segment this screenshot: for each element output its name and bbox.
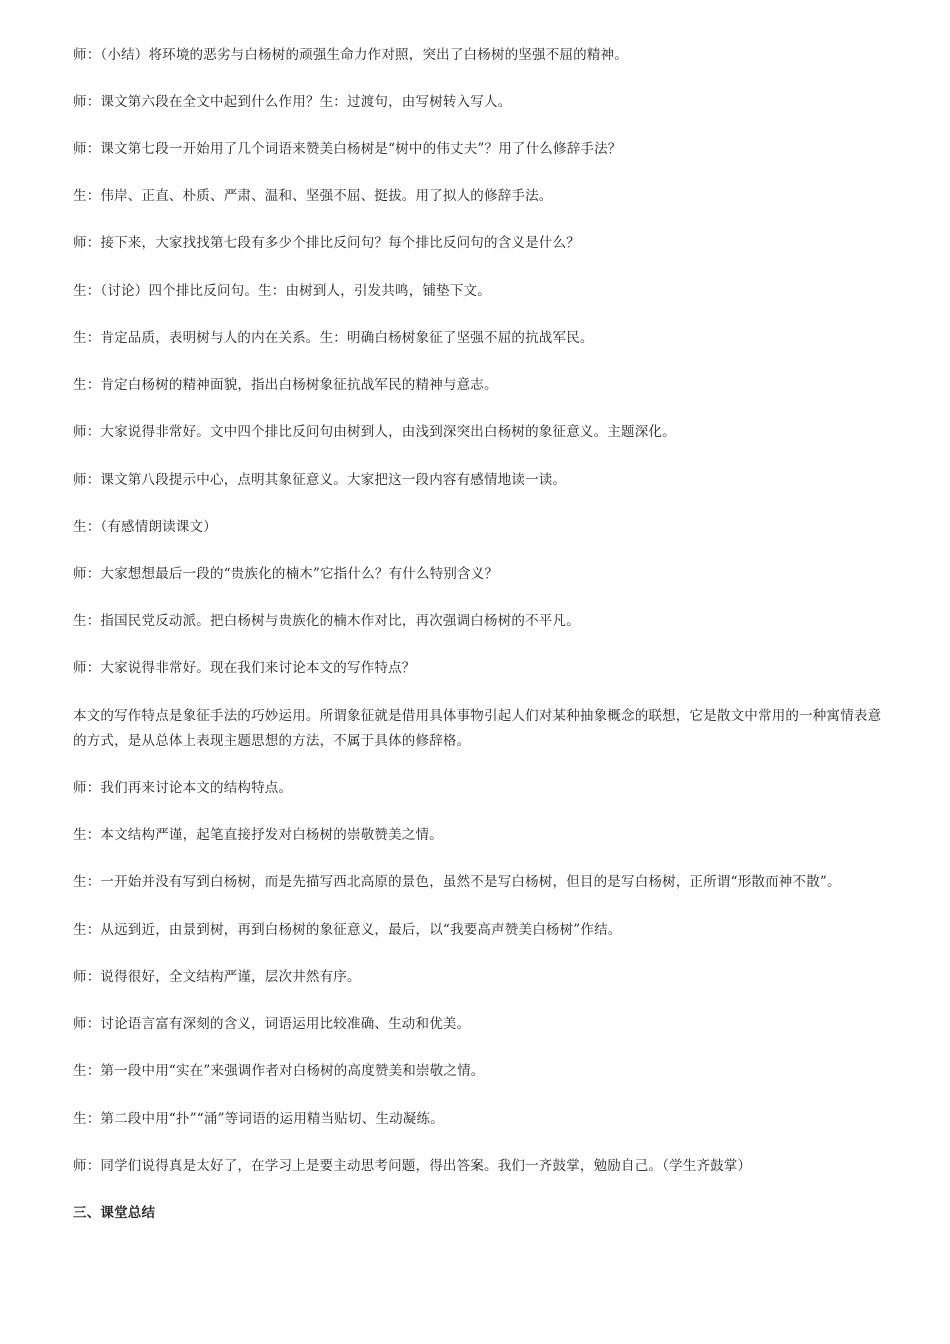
paragraph-6: 生：（讨论）四个排比反问句。生：由树到人，引发共鸣，铺垫下文。 [73,283,491,299]
paragraph-12: 师：大家想想最后一段的“贵族化的楠木”它指什么？有什么特别含义？ [73,566,499,582]
paragraph-15: 本文的写作特点是象征手法的巧妙运用。所谓象征就是借用具体事物引起人们对某种抽象概念的联想，它是散文中常用的一种寓情表意的方式，是从总体上表现主题思想的方法，不属于具体的修辞格。 [73,708,882,749]
paragraph-9: 师：大家说得非常好。文中四个排比反问句由树到人，由浅到深突出白杨树的象征意义。主题深化。 [73,424,676,440]
paragraph-24: 师：同学们说得真是太好了，在学习上是要主动思考问题，得出答案。我们一齐鼓掌，勉励自己。（学生齐鼓掌） [73,1158,752,1174]
paragraph-14: 师：大家说得非常好。现在我们来讨论本文的写作特点？ [73,660,416,676]
paragraph-11: 生：（有感情朗读课文） [73,519,217,535]
paragraph-23: 生：第二段中用“扑”“涌”等词语的运用精当贴切、生动凝练。 [73,1111,444,1127]
paragraph-5: 师：接下来，大家找找第七段有多少个排比反问句？每个排比反问句的含义是什么？ [73,235,580,251]
paragraph-22: 生：第一段中用“实在”来强调作者对白杨树的高度赞美和崇敬之情。 [73,1063,485,1079]
paragraph-21: 师：讨论语言富有深刻的含义，词语运用比较准确、生动和优美。 [73,1016,471,1032]
section-heading: 三、课堂总结 [73,1205,156,1221]
paragraph-13: 生：指国民党反动派。把白杨树与贵族化的楠木作对比，再次强调白杨树的不平凡。 [73,613,580,629]
paragraph-8: 生：肯定白杨树的精神面貌，指出白杨树象征抗战军民的精神与意志。 [73,377,498,393]
paragraph-1: 师：（小结）将环境的恶劣与白杨树的顽强生命力作对照，突出了白杨树的坚强不屈的精神。 [73,47,628,63]
paragraph-17: 生：本文结构严谨，起笔直接抒发对白杨树的崇敬赞美之情。 [73,827,443,843]
paragraph-16: 师：我们再来讨论本文的结构特点。 [73,780,293,796]
paragraph-2: 师：课文第六段在全文中起到什么作用？生：过渡句，由写树转入写人。 [73,94,512,110]
paragraph-20: 师：说得很好，全文结构严谨，层次井然有序。 [73,969,361,985]
paragraph-4: 生：伟岸、正直、朴质、严肃、温和、坚强不屈、挺拔。用了拟人的修辞手法。 [73,188,553,204]
paragraph-10: 师：课文第八段提示中心，点明其象征意义。大家把这一段内容有感情地读一读。 [73,472,567,488]
paragraph-19: 生：从远到近，由景到树，再到白杨树的象征意义，最后，以“我要高声赞美白杨树”作结。 [73,922,622,938]
paragraph-7: 生：肯定品质，表明树与人的内在关系。生：明确白杨树象征了坚强不屈的抗战军民。 [73,330,594,346]
paragraph-18: 生：一开始并没有写到白杨树，而是先描写西北高原的景色，虽然不是写白杨树，但目的是写白杨树，正所谓“形散而神不散”。 [73,874,841,890]
paragraph-3: 师：课文第七段一开始用了几个词语来赞美白杨树是“树中的伟丈夫”？用了什么修辞手法？ [73,141,622,157]
